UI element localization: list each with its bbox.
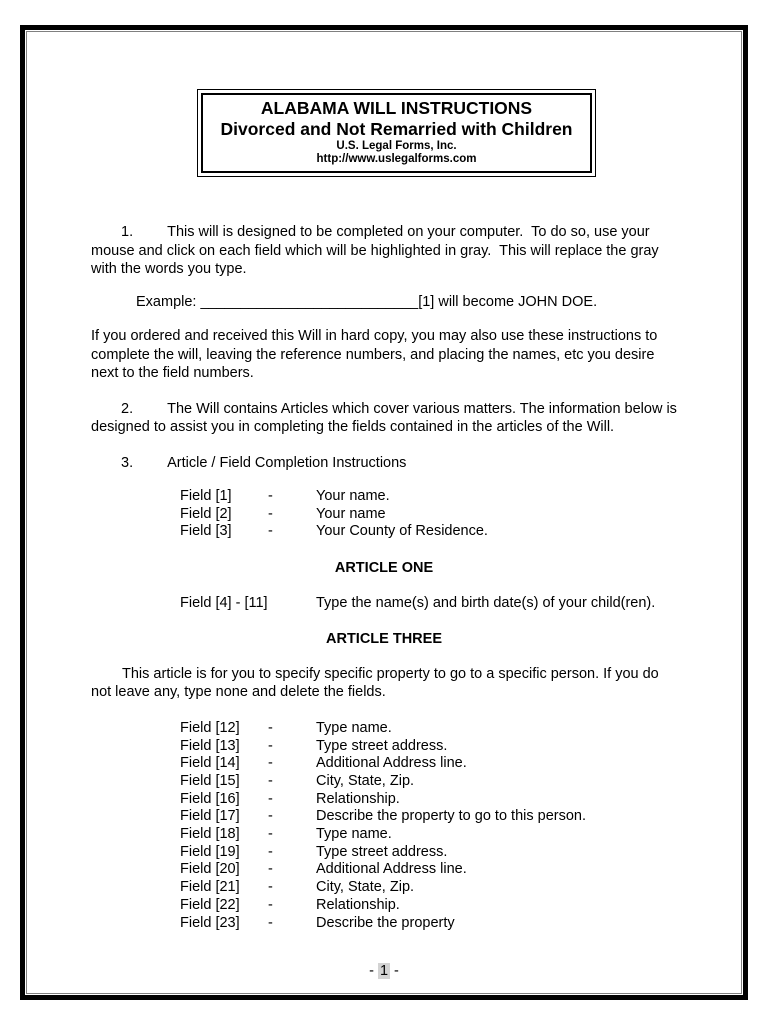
field-label: Field [22] bbox=[180, 896, 240, 913]
field-dash: - bbox=[268, 914, 273, 931]
article-three-intro-text: This article is for you to specify specific property to go to a specific person. If you do not leave any, type none and delete the fields. bbox=[91, 665, 663, 701]
field-dash: - bbox=[268, 861, 273, 878]
field-description: Your name bbox=[316, 505, 386, 522]
instruction-paragraph-3 bbox=[91, 454, 677, 473]
page-number-suffix: - bbox=[390, 963, 399, 980]
field-label: Field [21] bbox=[180, 879, 240, 896]
field-row bbox=[180, 773, 677, 791]
field-row bbox=[180, 738, 677, 756]
field-description: Describe the property to go to this person. bbox=[316, 808, 587, 825]
field-range-row bbox=[180, 595, 677, 613]
field-label: Field [16] bbox=[180, 790, 240, 807]
field-list-article-three bbox=[91, 720, 677, 932]
field-row bbox=[180, 879, 677, 897]
field-description: Type street address. bbox=[316, 843, 448, 860]
hardcopy-note-text: If you ordered and received this Will in hard copy, you may also use these instructions to complete the will, leaving the reference numbers, and placing the names, etc you desire next to the field numbers. bbox=[91, 328, 662, 381]
article-three-intro bbox=[91, 665, 677, 702]
field-description: Type name. bbox=[316, 719, 392, 736]
document-title: ALABAMA WILL INSTRUCTIONS bbox=[260, 98, 533, 118]
page-number bbox=[91, 962, 677, 981]
field-label: Field [1] bbox=[180, 488, 232, 504]
field-description: Additional Address line. bbox=[316, 755, 467, 772]
field-dash: - bbox=[268, 826, 273, 843]
field-dash: - bbox=[268, 808, 273, 825]
field-row bbox=[180, 861, 677, 879]
field-dash: - bbox=[268, 790, 273, 807]
instruction-paragraph-2 bbox=[91, 400, 681, 437]
example-line bbox=[136, 293, 677, 312]
field-range-label: Field [4] - [11] bbox=[180, 594, 268, 611]
field-dash: - bbox=[268, 505, 273, 522]
field-description: Describe the property bbox=[316, 914, 455, 931]
page-number-field: 1 bbox=[379, 963, 389, 980]
field-description: City, State, Zip. bbox=[316, 879, 415, 896]
item-number-1: 1. bbox=[121, 224, 134, 240]
page-border-inner bbox=[26, 31, 742, 994]
field-dash: - bbox=[268, 719, 273, 736]
hardcopy-note bbox=[91, 327, 677, 383]
item-number-2: 2. bbox=[121, 400, 134, 417]
field-label: Field [20] bbox=[180, 861, 240, 878]
article-one-heading: ARTICLE ONE bbox=[334, 560, 434, 577]
example-blank-line: ___________________________ bbox=[200, 293, 419, 310]
field-dash: - bbox=[268, 488, 273, 504]
field-label: Field [3] bbox=[180, 523, 232, 540]
item-number-3: 3. bbox=[121, 454, 134, 471]
field-row bbox=[180, 808, 677, 826]
field-dash: - bbox=[268, 772, 273, 789]
document-subtitle: Divorced and Not Remarried with Children bbox=[220, 119, 573, 139]
field-row bbox=[180, 897, 677, 915]
field-description: Relationship. bbox=[316, 790, 400, 807]
example-label: Example: bbox=[136, 293, 201, 310]
field-row bbox=[180, 523, 677, 541]
field-label: Field [18] bbox=[180, 826, 240, 843]
title-box-inner bbox=[201, 93, 592, 173]
field-row bbox=[180, 844, 677, 862]
field-dash: - bbox=[268, 755, 273, 772]
field-row bbox=[180, 915, 677, 933]
publisher-url: http://www.uslegalforms.com bbox=[316, 153, 477, 165]
page-border bbox=[20, 25, 748, 1000]
field-description: City, State, Zip. bbox=[316, 772, 415, 789]
field-dash: - bbox=[268, 879, 273, 896]
instruction-1-text: This will is designed to be completed on your computer. To do so, use your mouse and click on each field which will be highlighted in gray. This will replace the gray with the words you type. bbox=[91, 224, 663, 277]
field-description: Relationship. bbox=[316, 896, 400, 913]
field-dash: - bbox=[268, 896, 273, 913]
field-description: Type name. bbox=[316, 826, 392, 843]
instruction-paragraph-1 bbox=[91, 223, 677, 279]
field-list-intro bbox=[91, 488, 677, 541]
field-row bbox=[180, 720, 677, 738]
field-label: Field [15] bbox=[180, 772, 240, 789]
field-range-description: Type the name(s) and birth date(s) of your child(ren). bbox=[316, 594, 656, 611]
field-label: Field [13] bbox=[180, 737, 240, 754]
page-number-prefix: - bbox=[369, 963, 378, 980]
field-description: Your County of Residence. bbox=[316, 523, 488, 540]
instruction-2-text: The Will contains Articles which cover various matters. The information below is designed to assist you in completing the fields contained in the articles of the Will. bbox=[91, 400, 681, 435]
field-label: Field [2] bbox=[180, 505, 232, 522]
field-description: Additional Address line. bbox=[316, 861, 467, 878]
field-row bbox=[180, 826, 677, 844]
field-label: Field [23] bbox=[180, 914, 240, 931]
title-box bbox=[197, 89, 596, 177]
field-row bbox=[180, 506, 677, 524]
field-description: Your name. bbox=[316, 488, 390, 504]
publisher-name: U.S. Legal Forms, Inc. bbox=[336, 140, 457, 152]
field-label: Field [19] bbox=[180, 843, 240, 860]
field-label: Field [12] bbox=[180, 719, 240, 736]
document-page bbox=[27, 32, 741, 993]
field-row bbox=[180, 791, 677, 809]
field-description: Type street address. bbox=[316, 737, 448, 754]
article-three-heading: ARTICLE THREE bbox=[326, 631, 442, 648]
field-label: Field [14] bbox=[180, 755, 240, 772]
field-dash: - bbox=[268, 843, 273, 860]
field-label: Field [17] bbox=[180, 808, 240, 825]
field-dash: - bbox=[268, 523, 273, 540]
instruction-3-text: Article / Field Completion Instructions bbox=[167, 454, 407, 471]
field-dash: - bbox=[268, 737, 273, 754]
example-result-text: [1] will become JOHN DOE. bbox=[418, 293, 598, 310]
field-row bbox=[180, 755, 677, 773]
field-row bbox=[180, 488, 677, 506]
